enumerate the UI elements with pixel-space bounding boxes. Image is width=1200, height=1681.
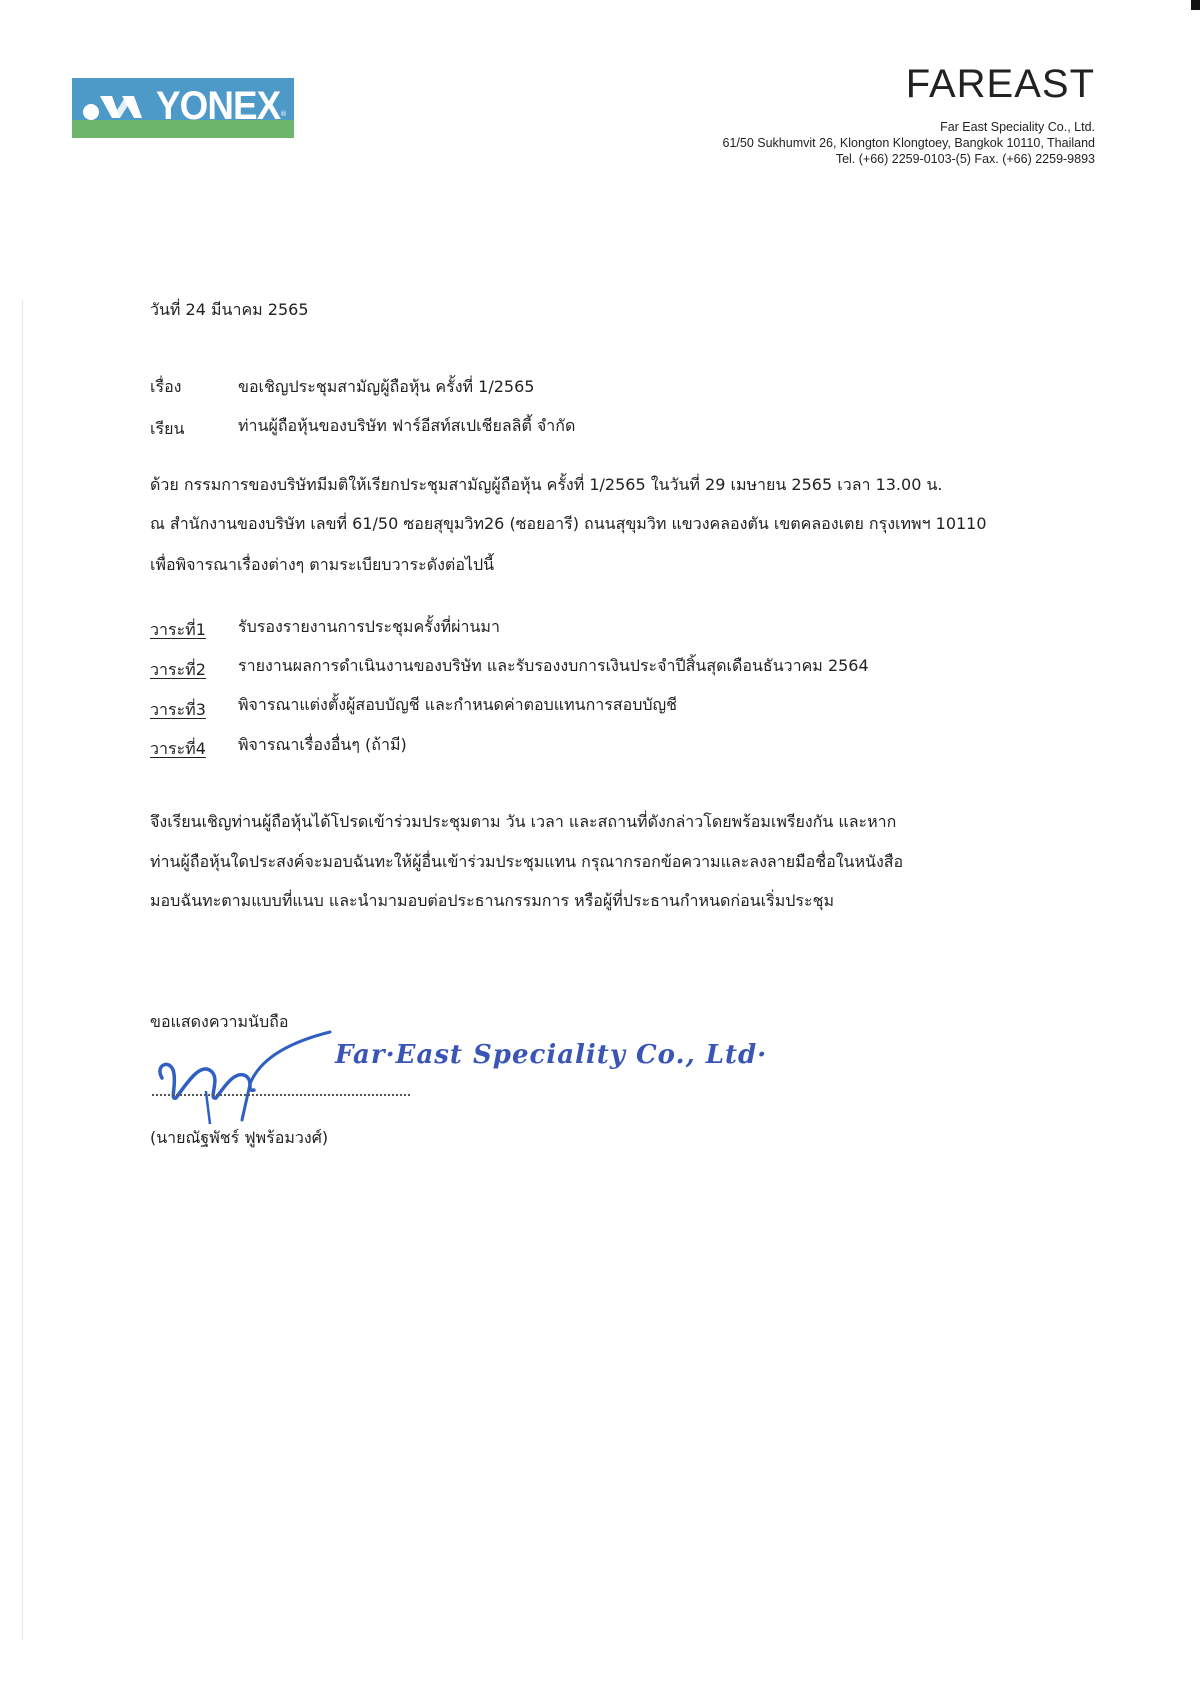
agenda-text-4: พิจารณาเรื่องอื่นๆ (ถ้ามี) — [238, 735, 407, 754]
regards: ขอแสดงความนับถือ — [150, 1012, 289, 1031]
intro-line-1: ด้วย กรรมการของบริษัทมีมติให้เรียกประชุมสามัญผู้ถือหุ้น ครั้งที่ 1/2565 ในวันที่ 29 เมษายน 2565 เวลา 13.00 น. — [150, 475, 943, 494]
closing-line-2: ท่านผู้ถือหุ้นใดประสงค์จะมอบฉันทะให้ผู้อื่นเข้าร่วมประชุมแทน กรุณากรอกข้อความและลงลายมือชื่อในหนังสือ — [150, 852, 904, 871]
to-label: เรียน — [150, 419, 185, 438]
intro-line-2: ณ สำนักงานของบริษัท เลขที่ 61/50 ซอยสุขุมวิท26 (ซอยอารี) ถนนสุขุมวิท แขวงคลองตัน เขตคลองเตย กรุงเทพฯ 10110 — [150, 514, 987, 533]
scan-edge-line — [22, 300, 23, 1640]
agenda-text-2: รายงานผลการดำเนินงานของบริษัท และรับรองงบการเงินประจำปีสิ้นสุดเดือนธันวาคม 2564 — [238, 656, 869, 675]
agenda-label-4: วาระที่4 — [150, 739, 206, 758]
subject-label: เรื่อง — [150, 377, 182, 396]
handwritten-signature — [150, 1028, 340, 1124]
subject-text: ขอเชิญประชุมสามัญผู้ถือหุ้น ครั้งที่ 1/2565 — [238, 377, 535, 396]
intro-line-3: เพื่อพิจารณาเรื่องต่างๆ ตามระเบียบวาระดังต่อไปนี้ — [150, 555, 495, 574]
agenda-text-3: พิจารณาแต่งตั้งผู้สอบบัญชี และกำหนดค่าตอบแทนการสอบบัญชี — [238, 695, 678, 714]
closing-line-3: มอบฉันทะตามแบบที่แนบ และนำมามอบต่อประธานกรรมการ หรือผู้ที่ประธานกำหนดก่อนเริ่มประชุม — [150, 891, 834, 910]
company-stamp: Far·East Speciality Co., Ltd· — [335, 1040, 768, 1070]
agenda-text-1: รับรองรายงานการประชุมครั้งที่ผ่านมา — [238, 617, 500, 636]
company-address: 61/50 Sukhumvit 26, Klongton Klongtoey, Bangkok 10110, Thailand — [722, 136, 1095, 150]
company-name: Far East Speciality Co., Ltd. — [940, 120, 1095, 134]
signatory-name: (นายณัฐพัชร์ ฟูพร้อมวงศ์) — [150, 1128, 329, 1147]
yonex-wordmark: YONEX — [156, 84, 281, 128]
signature-dotted-line — [152, 1094, 410, 1096]
closing-line-1: จึงเรียนเชิญท่านผู้ถือหุ้นได้โปรดเข้าร่วมประชุมตาม วัน เวลา และสถานที่ดังกล่าวโดยพร้อมเพรียงกัน และหาก — [150, 812, 897, 831]
agenda-label-2: วาระที่2 — [150, 660, 206, 679]
company-contact: Tel. (+66) 2259-0103-(5) Fax. (+66) 2259-9893 — [835, 152, 1095, 166]
to-text: ท่านผู้ถือหุ้นของบริษัท ฟาร์อีสท์สเปเชียลลิตี้ จำกัด — [238, 416, 576, 435]
agenda-label-1: วาระที่1 — [150, 620, 206, 639]
registered-mark: ® — [280, 110, 287, 118]
letter-date: วันที่ 24 มีนาคม 2565 — [150, 300, 309, 319]
fareast-logo: FAREAST — [905, 62, 1095, 106]
agenda-label-3: วาระที่3 — [150, 700, 206, 719]
scan-corner-mark — [1191, 0, 1200, 10]
yonex-logo — [72, 78, 294, 138]
yonex-mark-icon — [82, 92, 156, 122]
